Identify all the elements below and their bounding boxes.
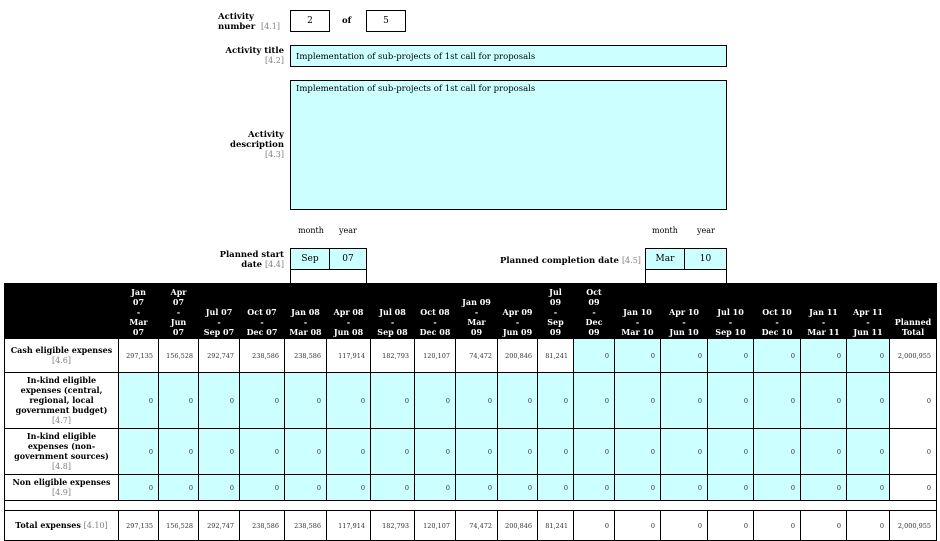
value-cell[interactable]: 0 xyxy=(661,339,708,373)
value-cell[interactable]: 0 xyxy=(801,373,847,429)
activity-title-field[interactable] xyxy=(290,45,727,67)
column-header-label: Apr 10 - Jun 10 xyxy=(669,307,699,337)
value-cell[interactable]: 0 xyxy=(754,373,801,429)
value-cell[interactable]: 0 xyxy=(615,475,661,501)
row-total-cell: 0 xyxy=(890,373,937,429)
planned-completion-label xyxy=(500,256,640,266)
column-header-label: Jan 07 - Mar 07 xyxy=(129,287,148,337)
value-cell[interactable]: 0 xyxy=(240,373,285,429)
value-cell: 0 xyxy=(574,511,615,541)
value-cell[interactable]: 156,528 xyxy=(159,339,199,373)
column-header-label: Oct 07 - Dec 07 xyxy=(246,307,278,337)
row-label-ref: [4.10] xyxy=(83,521,108,530)
value-cell[interactable]: 0 xyxy=(415,429,456,475)
activity-title-label xyxy=(200,46,284,66)
activity-description-label-text: Activity description xyxy=(230,130,284,150)
planned-total-header-label: Planned Total xyxy=(894,317,932,337)
planned-start-label xyxy=(216,250,284,270)
value-cell[interactable]: 297,135 xyxy=(119,339,159,373)
planned-total-header xyxy=(890,284,937,339)
column-header-label: Jan 08 - Mar 08 xyxy=(289,307,322,337)
row-label xyxy=(5,475,119,501)
row-label-text: In-kind eligible expenses (central, regional, local government budget) xyxy=(15,375,108,415)
value-cell[interactable]: 0 xyxy=(615,429,661,475)
activity-title-ref: [4.2] xyxy=(265,56,284,65)
expense-row xyxy=(5,339,937,373)
completion-year-header: year xyxy=(697,226,715,235)
value-cell[interactable]: 0 xyxy=(661,429,708,475)
value-cell[interactable]: 0 xyxy=(754,429,801,475)
column-header-label: Jul 10 - Sep 10 xyxy=(715,307,746,337)
value-cell[interactable]: 0 xyxy=(574,429,615,475)
activity-description-field[interactable] xyxy=(290,80,727,210)
value-cell[interactable]: 0 xyxy=(240,475,285,501)
row-label xyxy=(5,339,119,373)
row-label-text: Total expenses xyxy=(15,520,84,530)
value-cell: 0 xyxy=(847,511,890,541)
column-header xyxy=(327,284,371,339)
completion-year-value: 10 xyxy=(699,254,712,264)
value-cell[interactable]: 0 xyxy=(327,373,371,429)
start-year-field[interactable] xyxy=(329,248,367,270)
completion-month-header: month xyxy=(652,226,678,235)
value-cell[interactable]: 0 xyxy=(538,429,574,475)
expense-row xyxy=(5,429,937,475)
value-cell[interactable]: 0 xyxy=(801,339,847,373)
value-cell: 238,586 xyxy=(240,511,285,541)
value-cell[interactable]: 0 xyxy=(371,475,415,501)
column-header-label: Apr 08 - Jun 08 xyxy=(333,307,364,337)
row-label-ref: [4.7] xyxy=(52,416,71,425)
value-cell: 0 xyxy=(661,511,708,541)
value-cell: 74,472 xyxy=(456,511,498,541)
value-cell[interactable]: 0 xyxy=(415,475,456,501)
value-cell[interactable]: 0 xyxy=(327,475,371,501)
of-label: of xyxy=(342,16,352,26)
row-label-text: Non eligible expenses xyxy=(12,477,111,487)
spacer-cell xyxy=(5,501,937,511)
value-cell: 292,747 xyxy=(199,511,240,541)
column-header xyxy=(708,284,754,339)
value-cell[interactable]: 0 xyxy=(801,475,847,501)
value-cell: 0 xyxy=(708,511,754,541)
header-blank xyxy=(5,284,119,339)
value-cell: 297,135 xyxy=(119,511,159,541)
activity-number-label-text: Activity number xyxy=(218,12,256,32)
row-label-text: Cash eligible expenses xyxy=(10,345,113,355)
start-year-value: 07 xyxy=(342,254,354,264)
column-header-label: Apr 09 - Jun 09 xyxy=(502,307,533,337)
start-field-extension xyxy=(290,270,367,284)
value-cell[interactable]: 81,241 xyxy=(538,339,574,373)
value-cell[interactable]: 0 xyxy=(498,475,538,501)
start-month-value: Sep xyxy=(301,254,319,264)
value-cell: 182,793 xyxy=(371,511,415,541)
value-cell[interactable]: 0 xyxy=(371,373,415,429)
value-cell[interactable]: 0 xyxy=(119,475,159,501)
row-label-ref: [4.6] xyxy=(52,356,71,365)
planned-start-ref: [4.4] xyxy=(265,260,284,269)
value-cell[interactable]: 0 xyxy=(371,429,415,475)
column-header-label: Apr 07 - Jun 07 xyxy=(170,287,187,337)
expense-row xyxy=(5,373,937,429)
activity-number-label xyxy=(218,12,280,32)
activity-number-value: 2 xyxy=(307,16,313,26)
activity-title-label-text: Activity title xyxy=(225,46,284,56)
value-cell[interactable]: 0 xyxy=(754,475,801,501)
value-cell[interactable]: 74,472 xyxy=(456,339,498,373)
column-header xyxy=(615,284,661,339)
value-cell[interactable]: 0 xyxy=(199,475,240,501)
activity-description-ref: [4.3] xyxy=(265,150,284,159)
expenses-table xyxy=(4,283,937,541)
completion-year-field[interactable] xyxy=(684,248,727,270)
row-label-ref: [4.8] xyxy=(52,462,71,471)
value-cell[interactable]: 0 xyxy=(159,429,199,475)
value-cell[interactable]: 0 xyxy=(754,339,801,373)
value-cell: 200,846 xyxy=(498,511,538,541)
activity-total-value: 5 xyxy=(383,16,389,26)
activity-total-field[interactable] xyxy=(366,10,406,32)
value-cell: 81,241 xyxy=(538,511,574,541)
value-cell: 0 xyxy=(615,511,661,541)
activity-title-value: Implementation of sub-projects of 1st call for proposals xyxy=(296,52,536,62)
value-cell[interactable]: 0 xyxy=(538,373,574,429)
column-header xyxy=(159,284,199,339)
value-cell[interactable]: 0 xyxy=(708,339,754,373)
value-cell[interactable]: 120,107 xyxy=(415,339,456,373)
value-cell[interactable]: 0 xyxy=(456,373,498,429)
value-cell[interactable]: 0 xyxy=(661,475,708,501)
column-header xyxy=(371,284,415,339)
value-cell: 0 xyxy=(754,511,801,541)
row-label xyxy=(5,373,119,429)
row-label-ref: [4.9] xyxy=(52,488,71,497)
column-header-label: Jul 08 - Sep 08 xyxy=(377,307,408,337)
column-header xyxy=(498,284,538,339)
column-header xyxy=(661,284,708,339)
column-header-label: Jan 11 - Mar 11 xyxy=(807,307,840,337)
activity-number-field[interactable] xyxy=(290,10,330,32)
value-cell[interactable]: 0 xyxy=(847,475,890,501)
column-header-label: Jan 10 - Mar 10 xyxy=(621,307,654,337)
activity-description-label xyxy=(220,130,284,160)
value-cell: 238,586 xyxy=(285,511,327,541)
planned-completion-ref: [4.5] xyxy=(621,256,641,265)
row-label-text: In-kind eligible expenses (non-government sources) xyxy=(14,431,109,461)
column-header-label: Oct 10 - Dec 10 xyxy=(761,307,793,337)
planned-start-label-text: Planned start date xyxy=(219,250,284,270)
expense-row xyxy=(5,475,937,501)
value-cell[interactable]: 0 xyxy=(285,429,327,475)
value-cell: 117,914 xyxy=(327,511,371,541)
value-cell[interactable]: 0 xyxy=(119,373,159,429)
row-total-cell: 2,000,955 xyxy=(890,511,937,541)
column-header xyxy=(801,284,847,339)
value-cell[interactable]: 0 xyxy=(574,373,615,429)
column-header xyxy=(754,284,801,339)
spacer-row xyxy=(5,501,937,511)
value-cell[interactable]: 292,747 xyxy=(199,339,240,373)
table-header-row xyxy=(5,284,937,339)
value-cell[interactable]: 117,914 xyxy=(327,339,371,373)
value-cell[interactable]: 0 xyxy=(574,339,615,373)
column-header-label: Apr 11 - Jun 11 xyxy=(853,307,883,337)
column-header-label: Oct 09 - Dec 09 xyxy=(585,287,603,337)
value-cell[interactable]: 0 xyxy=(119,429,159,475)
completion-month-field[interactable] xyxy=(645,248,685,270)
value-cell[interactable]: 0 xyxy=(847,373,890,429)
value-cell[interactable]: 0 xyxy=(498,429,538,475)
completion-field-extension xyxy=(645,270,727,284)
value-cell[interactable]: 0 xyxy=(801,429,847,475)
value-cell[interactable]: 182,793 xyxy=(371,339,415,373)
value-cell[interactable]: 0 xyxy=(159,475,199,501)
column-header xyxy=(285,284,327,339)
column-header xyxy=(456,284,498,339)
completion-month-value: Mar xyxy=(655,254,675,264)
value-cell[interactable]: 0 xyxy=(285,373,327,429)
column-header xyxy=(574,284,615,339)
value-cell: 0 xyxy=(801,511,847,541)
value-cell[interactable]: 0 xyxy=(415,373,456,429)
value-cell: 120,107 xyxy=(415,511,456,541)
value-cell[interactable]: 0 xyxy=(456,475,498,501)
column-header xyxy=(199,284,240,339)
value-cell[interactable]: 0 xyxy=(615,339,661,373)
column-header xyxy=(119,284,159,339)
column-header-label: Jul 09 - Sep 09 xyxy=(547,287,564,337)
value-cell[interactable]: 238,586 xyxy=(285,339,327,373)
column-header xyxy=(240,284,285,339)
row-total-cell: 0 xyxy=(890,475,937,501)
value-cell[interactable]: 0 xyxy=(327,429,371,475)
value-cell[interactable]: 0 xyxy=(574,475,615,501)
value-cell[interactable]: 0 xyxy=(708,373,754,429)
value-cell[interactable]: 0 xyxy=(240,429,285,475)
value-cell[interactable]: 0 xyxy=(847,339,890,373)
value-cell: 156,528 xyxy=(159,511,199,541)
value-cell[interactable]: 0 xyxy=(538,475,574,501)
value-cell[interactable]: 0 xyxy=(661,373,708,429)
column-header xyxy=(538,284,574,339)
value-cell[interactable]: 0 xyxy=(199,429,240,475)
planned-completion-label-text: Planned completion date xyxy=(500,256,619,266)
value-cell[interactable]: 0 xyxy=(199,373,240,429)
value-cell[interactable]: 0 xyxy=(847,429,890,475)
row-total-cell: 0 xyxy=(890,429,937,475)
value-cell[interactable]: 238,586 xyxy=(240,339,285,373)
column-header xyxy=(415,284,456,339)
value-cell[interactable]: 0 xyxy=(285,475,327,501)
activity-number-ref: [4.1] xyxy=(260,22,280,31)
value-cell[interactable]: 0 xyxy=(159,373,199,429)
column-header xyxy=(847,284,890,339)
row-label xyxy=(5,429,119,475)
value-cell[interactable]: 0 xyxy=(708,475,754,501)
value-cell[interactable]: 0 xyxy=(615,373,661,429)
start-month-field[interactable] xyxy=(290,248,330,270)
value-cell[interactable]: 0 xyxy=(498,373,538,429)
column-header-label: Jan 09 - Mar 09 xyxy=(462,297,491,337)
value-cell[interactable]: 0 xyxy=(456,429,498,475)
activity-description-value: Implementation of sub-projects of 1st call for proposals xyxy=(296,84,536,94)
start-year-header: year xyxy=(339,226,357,235)
row-total-cell: 2,000,955 xyxy=(890,339,937,373)
value-cell[interactable]: 0 xyxy=(708,429,754,475)
start-month-header: month xyxy=(298,226,324,235)
column-header-label: Oct 08 - Dec 08 xyxy=(419,307,451,337)
value-cell[interactable]: 200,846 xyxy=(498,339,538,373)
column-header-label: Jul 07 - Sep 07 xyxy=(203,307,235,337)
